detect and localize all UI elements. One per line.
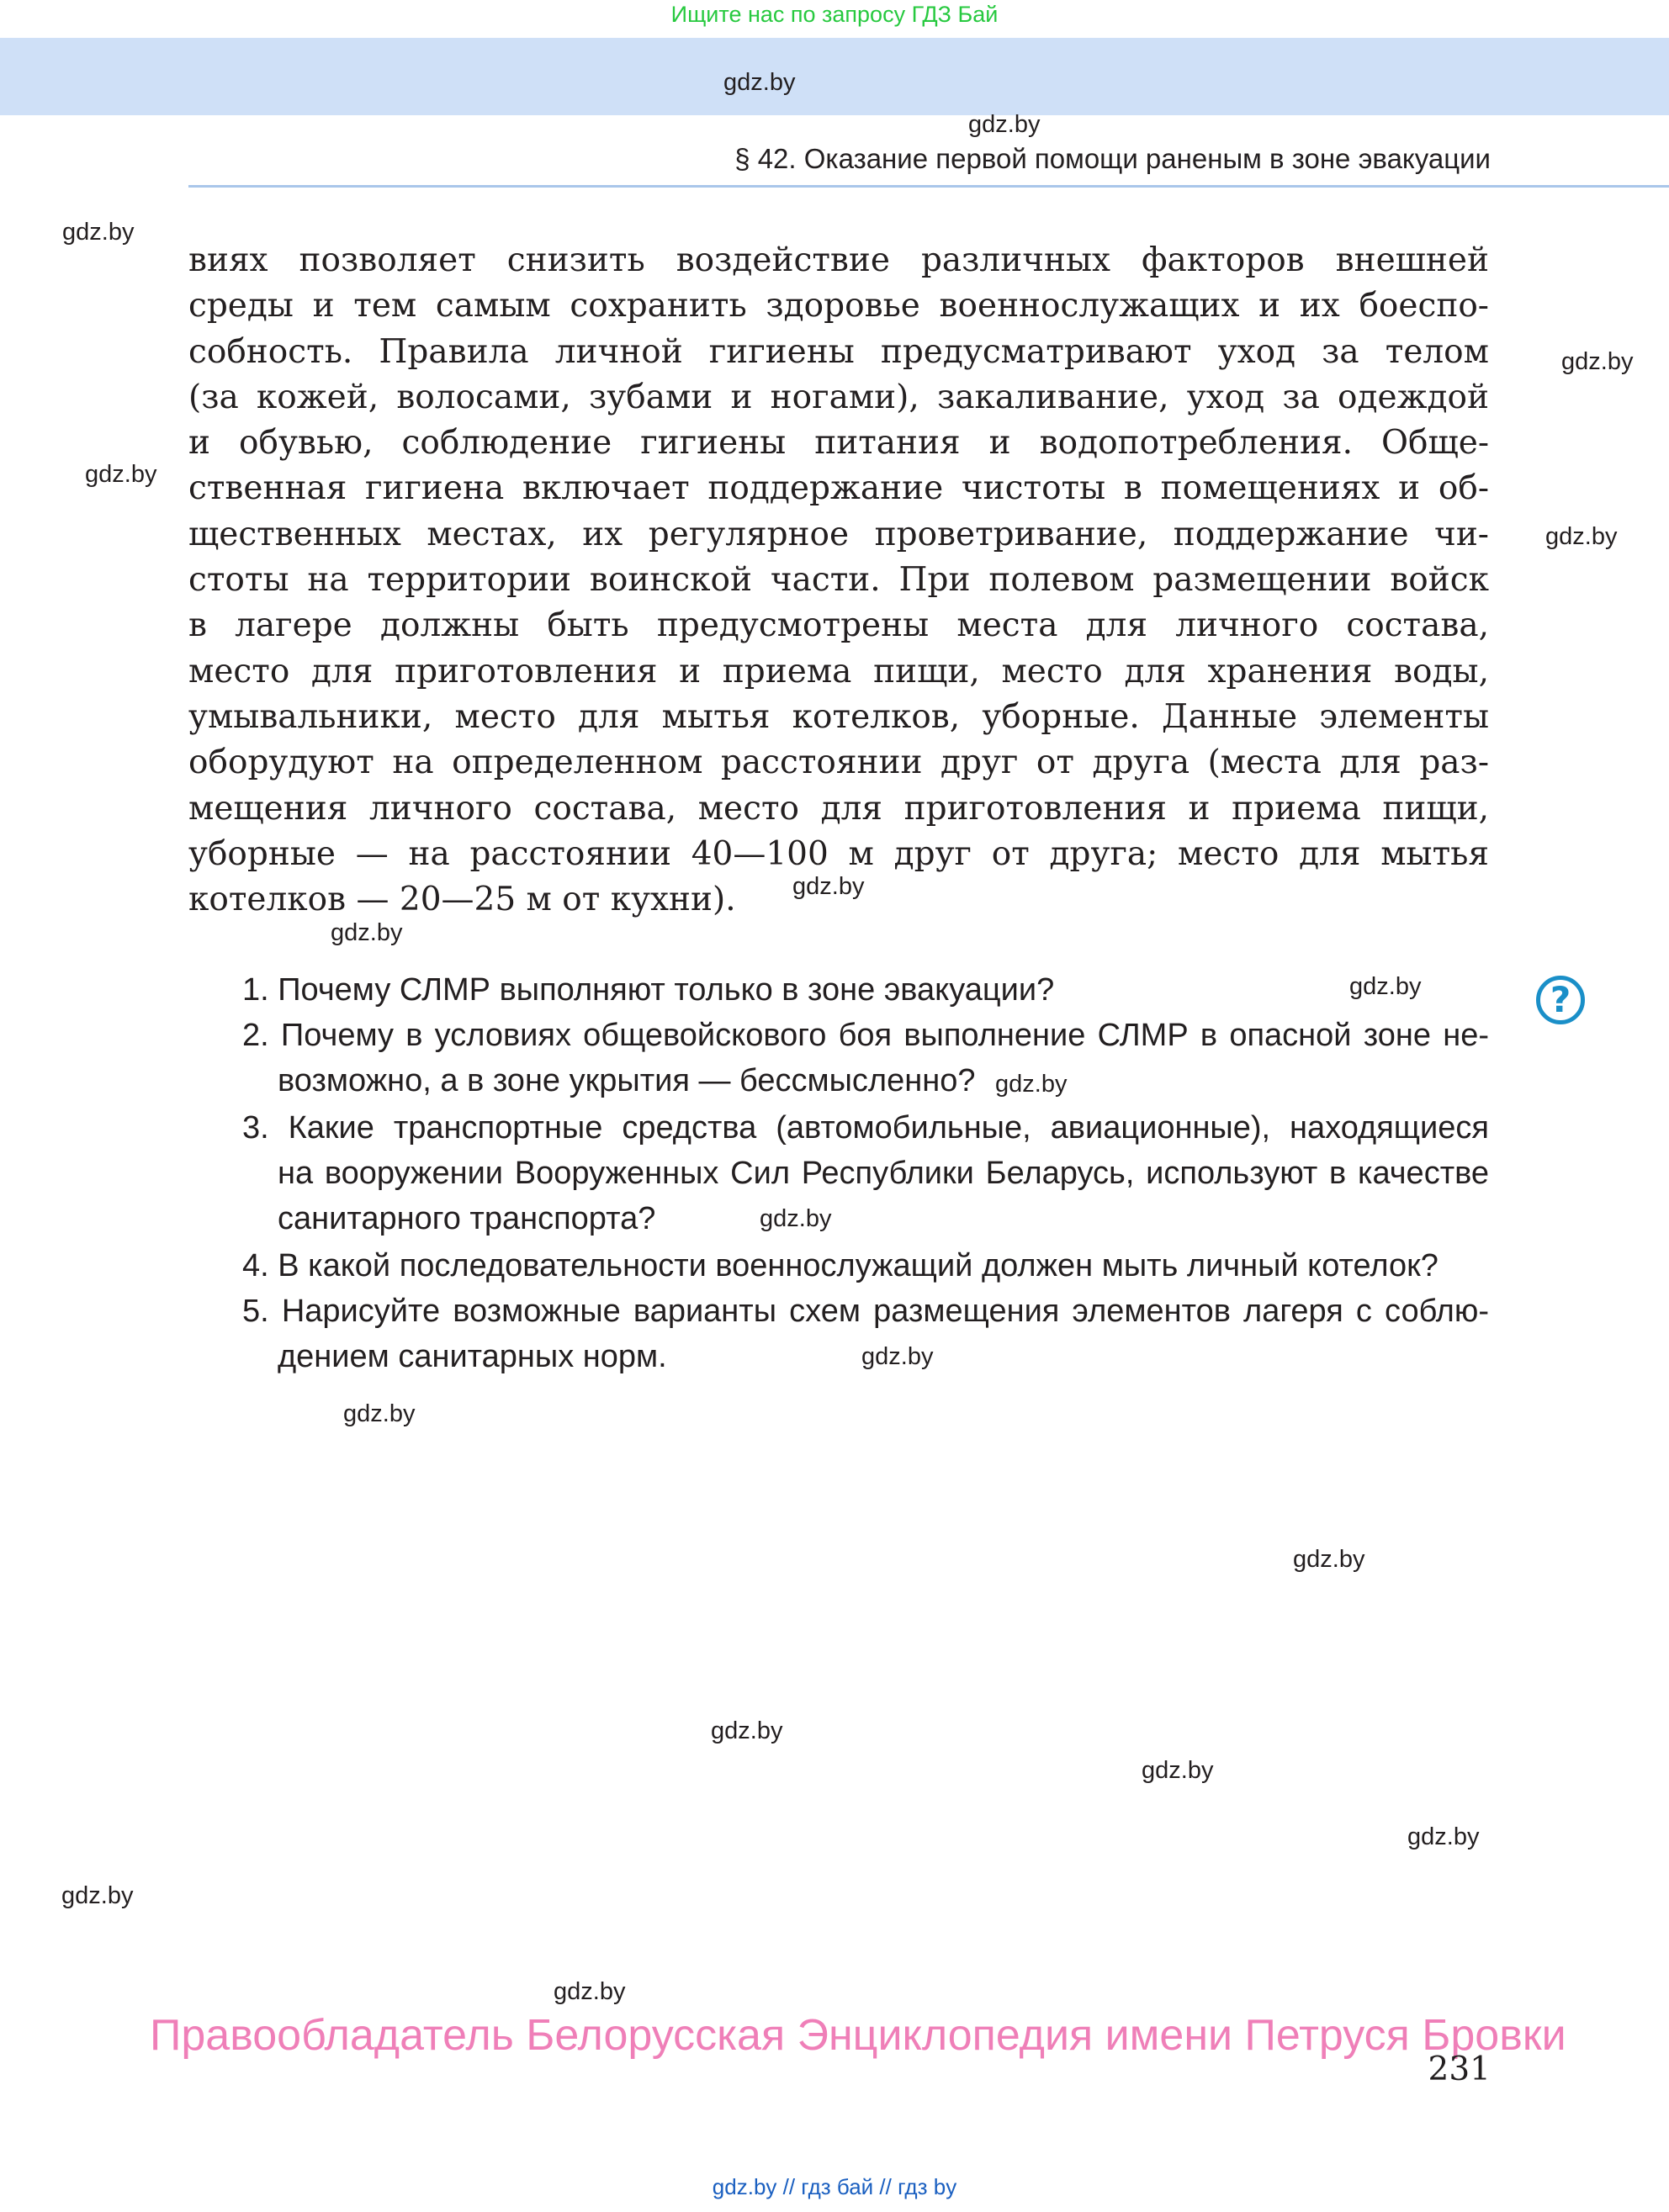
watermark: gdz.by (861, 1343, 934, 1370)
watermark: gdz.by (1407, 1823, 1480, 1850)
watermark: gdz.by (85, 461, 157, 488)
body-line: собность. Правила личной гигиены предусматривают уход за телом (188, 332, 1489, 371)
body-line: уборные — на расстоянии 40—100 м друг от друга; место для мытья (188, 834, 1489, 873)
body-line: (за кожей, волосами, зубами и ногами), закаливание, уход за одеждой (188, 378, 1489, 416)
question-4 (242, 1243, 1489, 1289)
watermark: gdz.by (554, 1978, 626, 2005)
body-line: и обувью, соблюдение гигиены питания и водопотребления. Обще- (188, 424, 1489, 463)
footer-links[interactable]: gdz.by // гдз бай // гдз by (712, 2174, 957, 2199)
header-site-label: gdz.by (723, 69, 796, 96)
body-line: ственная гигиена включает поддержание чистоты в помещениях и об- (188, 469, 1489, 508)
copyright-notice: Правообладатель Белорусская Энциклопедия имени Петруся Бровки (150, 2011, 1566, 2060)
body-line: в лагере должны быть предусмотрены места для личного состава, (188, 606, 1489, 645)
body-line: место для приготовления и приема пищи, место для хранения воды, (188, 652, 1489, 691)
page-number: 231 (1428, 2051, 1491, 2088)
question-1 (242, 967, 1489, 1013)
header-band (0, 38, 1669, 115)
watermark: gdz.by (1349, 973, 1422, 1000)
watermark: gdz.by (343, 1400, 416, 1427)
watermark: gdz.by (1142, 1757, 1214, 1784)
body-line: стоты на территории воинской части. При полевом размещении войск (188, 561, 1489, 600)
header-divider (188, 185, 1669, 188)
watermark: gdz.by (331, 919, 403, 946)
watermark: gdz.by (1561, 348, 1634, 375)
watermark: gdz.by (995, 1071, 1068, 1098)
question-line: 5. Нарисуйте возможные варианты схем размещения элементов лагеря с соблю- (242, 1294, 1489, 1329)
question-line: возможно, а в зоне укрытия — бессмысленно? (278, 1063, 976, 1098)
watermark: gdz.by (711, 1717, 783, 1744)
question-line: 4. В какой последовательности военнослужащий должен мыть личный котелок? (242, 1248, 1439, 1283)
question-line: на вооружении Вооруженных Сил Республики Беларусь, используют в качестве (278, 1156, 1489, 1191)
question-line: дением санитарных норм. (278, 1339, 667, 1374)
question-line: 2. Почему в условиях общевойскового боя выполнение СЛМР в опасной зоне не- (242, 1018, 1489, 1053)
question-line: 3. Какие транспортные средства (автомобильные, авиационные), находящиеся (242, 1110, 1489, 1146)
body-line: мещения личного состава, место для приготовления и приема пищи, (188, 789, 1489, 828)
body-line: среды и тем самым сохранить здоровье военнослужащих и их боеспо- (188, 287, 1489, 325)
body-paragraph (188, 238, 1489, 923)
body-line: оборудуют на определенном расстоянии друг от друга (места для раз- (188, 744, 1489, 782)
watermark: gdz.by (792, 873, 865, 900)
header-site-label-2: gdz.by (968, 111, 1041, 138)
question-line: 1. Почему СЛМР выполняют только в зоне эвакуации? (242, 972, 1055, 1008)
watermark: gdz.by (1293, 1546, 1365, 1573)
question-line: санитарного транспорта? (278, 1201, 656, 1236)
watermark: gdz.by (760, 1205, 832, 1232)
body-line: щественных местах, их регулярное проветривание, поддержание чи- (188, 515, 1489, 553)
question-3 (242, 1105, 1489, 1241)
watermark: gdz.by (1545, 523, 1618, 550)
body-line: котелков — 20—25 м от кухни). (188, 881, 736, 919)
watermark: gdz.by (61, 1882, 134, 1909)
top-promo-banner[interactable]: Ищите нас по запросу ГДЗ Бай (670, 2, 999, 27)
question-icon: ? (1536, 976, 1585, 1024)
body-line: умывальники, место для мытья котелков, уборные. Данные элементы (188, 697, 1489, 736)
question-2 (242, 1013, 1489, 1103)
watermark: gdz.by (62, 219, 135, 246)
body-line: виях позволяет снизить воздействие различных факторов внешней (188, 241, 1489, 279)
section-title: § 42. Оказание первой помощи раненым в зоне эвакуации (734, 143, 1491, 174)
